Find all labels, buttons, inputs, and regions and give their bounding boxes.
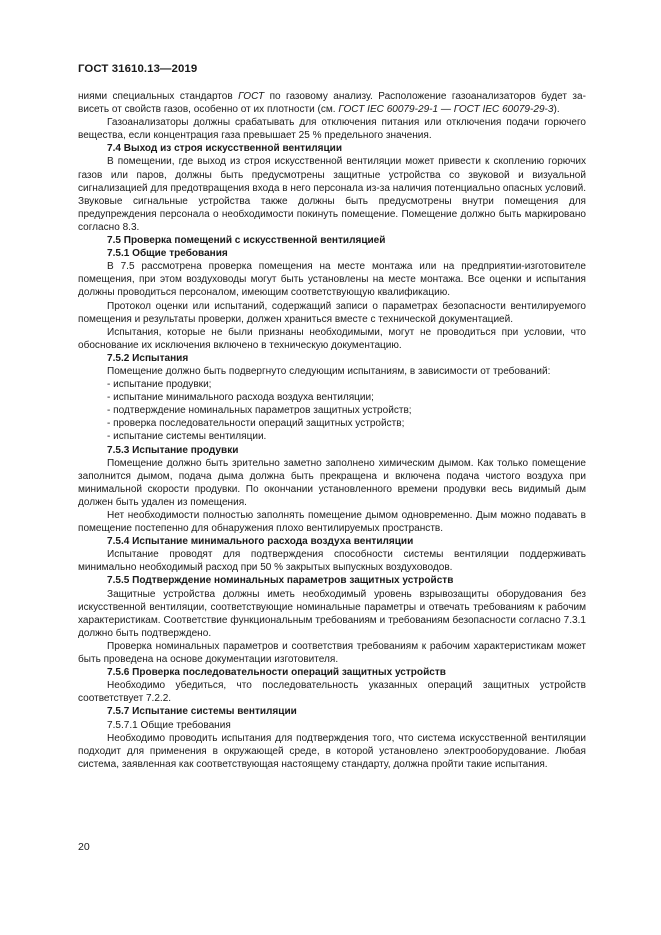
subsection-heading-7-5-2: 7.5.2 Испытания [107,352,189,364]
standard-ref: ГОСТ IEC 60079-29-3 [453,104,554,116]
subsection-heading-7-5-1: 7.5.1 Общие требования [107,248,228,260]
subsection-heading-7-5-5: 7.5.5 Подтверждение номинальных параметров защитных устройств [107,575,454,587]
page-body [78,90,586,771]
subsection-heading-7-5-6: 7.5.6 Проверка последовательности операций защитных устройств [107,667,446,679]
paragraph: Помещение должно быть зрительно заметно заполнено химическим дымом. Как только помещение заполнится дымом, подача дыма должна быть прекращена и включена подача чистого воздуха при минимальной скорости продувки. По окончании установленного времени продувки весь видимый дым должен быть удален из помещения. [78,457,586,508]
subsection-heading-7-5-3: 7.5.3 Испытание продувки [107,444,239,456]
section-heading-7-4: 7.4 Выход из строя искусственной вентиляции [107,143,343,155]
list-item: - испытание системы вентиляции. [107,431,267,443]
paragraph: Протокол оценки или испытаний, содержащий записи о параметрах безопасности вентилируемого помещения и результаты проверки, должен храниться вместе с технической документацией. [78,300,586,325]
paragraph: Проверка номинальных параметров и соответствия требованиям к рабочим характеристикам может быть проведена на основе документации изготовителя. [78,640,586,666]
list-item: - проверка последовательности операций защитных устройств; [107,418,405,430]
subsubsection-heading-7-5-7-1: 7.5.7.1 Общие требования [107,719,231,731]
standard-ref: ГОСТ [238,91,265,102]
paragraph: Испытания, которые не были признаны необходимыми, могут не проводиться при условии, что обоснование их исключения включено в техническую документацию. [78,326,586,351]
paragraph: Необходимо убедиться, что последовательность указанных операций защитных устройств соответствует 7.2.2. [78,680,586,705]
page-number: 20 [78,841,90,853]
standard-ref: ГОСТ IEC 60079-29-1 [338,104,439,116]
paragraph: В помещении, где выход из строя искусственной вентиляции может привести к скоплению горючих газов или паров, должны быть предусмотрены защитные устройства со звуковой и визуальной сигнализацией для предотвращения входа в него персонала из-за наличия потенциально опасных условий. Звуковые сигнальные устройства также должны быть предусмотрены внутри помещения для предупреждения персонала о необходимости покинуть помещение. Помещение должно быть маркировано согласно 8.3. [78,156,586,233]
paragraph: В 7.5 рассмотрена проверка помещения на месте монтажа или на предприятии-изготовителе помещения, при этом воздуховоды могут быть установлены на месте монтажа. Все оценки и испытания должны проводиться персоналом, имеющим соответствующую квалификацию. [78,261,586,299]
list-item: - испытание продувки; [107,379,212,391]
list-item: - подтверждение номинальных параметров защитных устройств; [107,405,412,417]
paragraph: Помещение должно быть подвергнуто следующим испытаниям, в зависимости от требований: [107,365,551,377]
subsection-heading-7-5-4: 7.5.4 Испытание минимального расхода воздуха вентиляции [107,536,414,548]
paragraph: Испытание проводят для подтверждения способности системы вентиляции поддерживать минимально необходимый расход при 50 % закрытых выпускных воздуховодов. [78,549,586,574]
intro-line-1: ниями специальных стандартов ГОСТ по газовому анализу. Расположение газоанализаторов будет за- [78,91,586,102]
paragraph: Газоанализаторы должны срабатывать для отключения питания или отключения подачи горючего вещества, если концентрация газа превышает 25 % предельного значения. [78,117,586,142]
paragraph: Необходимо проводить испытания для подтверждения того, что система искусственной вентиляции подходит для применения в окружающей среде, в которой установлено электрооборудование. Любая система, заявленная как соответствующая настоящему стандарту, должна пройти такие испытания. [78,732,586,770]
paragraph: Защитные устройства должны иметь необходимый уровень взрывозащиты оборудования без искусственной вентиляции, соответствующие номинальные параметры и отвечать требованиям к рабочим характеристикам. Соответствие функциональным требованиям и требованиям безопасности согласно 7.3.1 должно быть подтверждено. [78,588,586,639]
document-header: ГОСТ 31610.13—2019 [78,63,198,75]
subsection-heading-7-5-7: 7.5.7 Испытание системы вентиляции [107,706,297,718]
paragraph: Нет необходимости полностью заполнять помещение дымом одновременно. Дым можно подавать в помещение постепенно для обнаружения плохо вентилируемых пространств. [78,510,586,535]
intro-line-2: висеть от свойств газов, особенно от их плотности (см. ГОСТ IEC 60079-29-1 — ГОСТ IEC 60079-29-3). [78,104,560,116]
section-heading-7-5: 7.5 Проверка помещений с искусственной вентиляцией [107,235,386,247]
list-item: - испытание минимального расхода воздуха вентиляции; [107,392,374,404]
